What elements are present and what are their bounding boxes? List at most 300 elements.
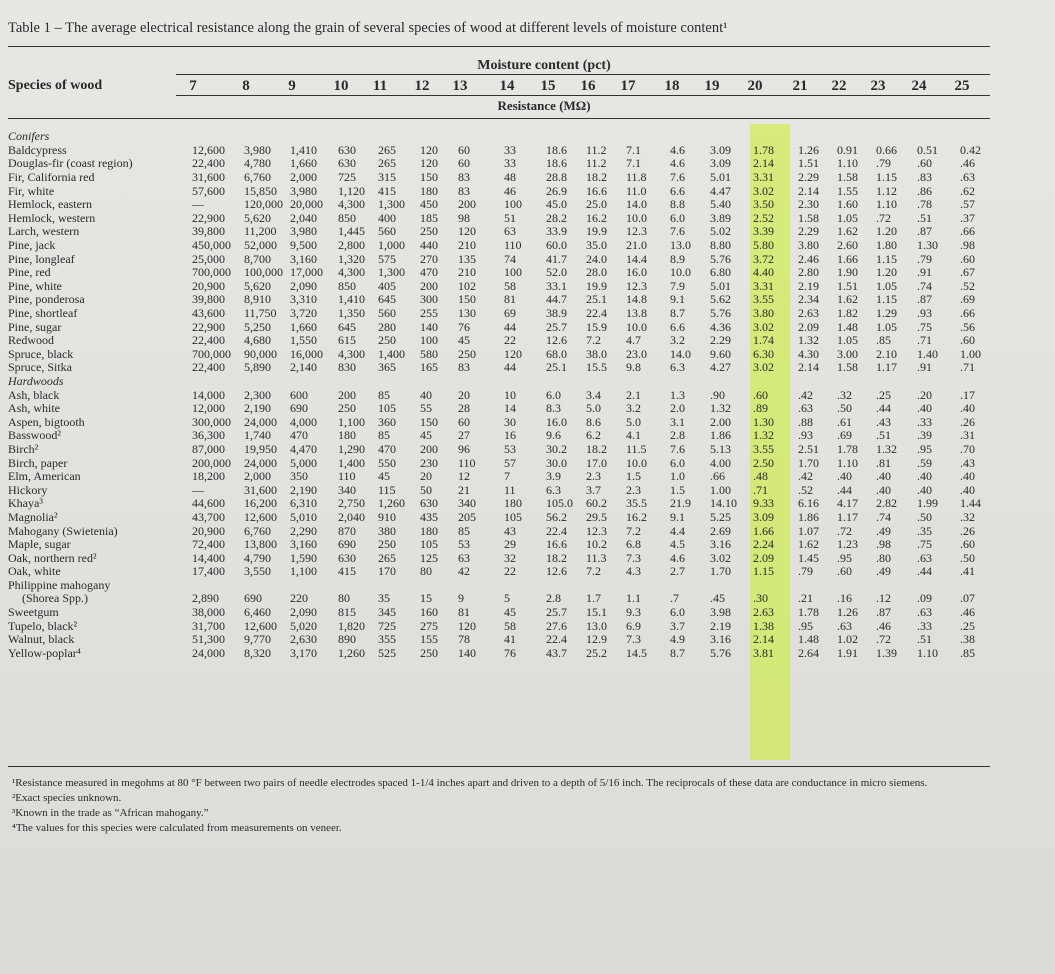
column-header-15: 15 [540,78,556,94]
value-cell: 50 [420,482,432,497]
value-cell: 16.2 [586,210,607,225]
value-cell: 1.80 [876,238,897,253]
value-cell: .12 [876,591,891,606]
table-row [8,565,1000,579]
value-cell: .71 [960,360,975,375]
species-name: Larch, western [8,224,80,239]
species-name: Fir, California red [8,170,95,185]
value-cell: .51 [876,428,891,443]
value-cell: 1.62 [837,224,858,239]
value-cell: 100 [420,333,438,348]
value-cell: .71 [753,482,768,497]
value-cell: 12 [458,469,470,484]
value-cell: 1.30 [753,414,774,429]
value-cell: 8.80 [710,238,731,253]
value-cell: 22,900 [192,210,225,225]
value-cell: 105 [420,537,438,552]
value-cell: 6.6 [670,183,685,198]
value-cell: 7.6 [670,170,685,185]
value-cell: .33 [917,618,932,633]
table-row [8,348,1000,362]
value-cell: 2,000 [290,170,317,185]
value-cell: 5.01 [710,170,731,185]
value-cell: 1.15 [876,292,897,307]
value-cell: 1,410 [290,142,317,157]
species-name: Philippine mahogany [8,577,111,592]
value-cell: 265 [378,156,396,171]
value-cell: .52 [798,482,813,497]
value-cell: 5,010 [290,509,317,524]
footnote-2: ²Exact species unknown. [12,792,122,804]
value-cell [586,579,626,593]
value-cell: 3.39 [753,224,774,239]
species-name: Baldcypress [8,142,67,157]
value-cell: .20 [917,387,932,402]
value-cell: 3,310 [290,292,317,307]
value-cell: 1.10 [837,156,858,171]
value-cell: .63 [917,605,932,620]
table-row [8,388,1000,402]
value-cell: 10.0 [626,319,647,334]
value-cell [546,579,586,593]
value-cell: 39,800 [192,292,225,307]
value-cell [420,579,458,593]
value-cell: 68.0 [546,346,567,361]
value-cell: .32 [837,387,852,402]
value-cell: 1.12 [876,183,897,198]
footnote-1: ¹Resistance measured in megohms at 80 °F between two pairs of needle electrodes spaced 1-1/4 inches apart and driven to a depth of 5/16 inch. The reciprocals of these data are conductance in micro siemens. [12,777,928,789]
value-cell: 2,140 [290,360,317,375]
value-cell: 870 [338,523,356,538]
value-cell: 22,400 [192,360,225,375]
value-cell: 1.66 [837,251,858,266]
value-cell [504,579,546,593]
value-cell: 63 [504,224,516,239]
value-cell: .59 [917,455,932,470]
value-cell: 615 [338,333,356,348]
value-cell: 13.0 [586,618,607,633]
value-cell: 135 [458,251,476,266]
value-cell: 6.9 [626,618,641,633]
value-cell: 32 [504,550,516,565]
value-cell: 45 [420,428,432,443]
table-row [8,280,1000,294]
value-cell: .40 [960,401,975,416]
footnote-4: ⁴The values for this species were calculated from measurements on veneer. [12,822,342,834]
value-cell: .51 [917,632,932,647]
value-cell: .71 [917,333,932,348]
value-cell: 3.81 [753,645,774,660]
value-cell: 33.9 [546,224,567,239]
value-cell: 44.7 [546,292,567,307]
value-cell: 3.55 [753,441,774,456]
value-cell: 39,800 [192,224,225,239]
value-cell: 9,500 [290,238,317,253]
value-cell: .60 [960,251,975,266]
value-cell: 21.9 [670,496,691,511]
value-cell: 4.7 [626,333,641,348]
value-cell: .74 [876,509,891,524]
value-cell: 8,910 [244,292,271,307]
value-cell: 910 [378,509,396,524]
value-cell: 3.00 [837,346,858,361]
value-cell: 7.2 [626,523,641,538]
value-cell: 53 [458,537,470,552]
value-cell: 12.3 [586,523,607,538]
value-cell: .93 [917,306,932,321]
value-cell [798,579,837,593]
value-cell: 16.2 [626,509,647,524]
value-cell: 690 [244,591,262,606]
value-cell: 16.6 [586,183,607,198]
column-header-13: 13 [452,78,468,94]
column-header-24: 24 [911,78,927,94]
column-header-10: 10 [333,78,349,94]
value-cell: 2.63 [753,605,774,620]
value-cell: 645 [338,319,356,334]
column-rule [176,95,990,96]
value-cell: 4,470 [290,441,317,456]
value-cell: .66 [710,469,725,484]
value-cell: 3.31 [753,278,774,293]
value-cell: 48 [504,170,516,185]
value-cell: 3.02 [753,183,774,198]
value-cell: .42 [798,387,813,402]
value-cell: 1.7 [586,591,601,606]
value-cell: 21.0 [626,238,647,253]
value-cell: .25 [876,387,891,402]
value-cell: .26 [960,523,975,538]
value-cell: .52 [960,278,975,293]
value-cell: 1.58 [837,360,858,375]
value-cell: 12,600 [244,618,277,633]
value-cell: 20 [458,387,470,402]
value-cell: 2,800 [338,238,365,253]
value-cell: 1.45 [798,550,819,565]
value-cell [917,579,960,593]
section-name: Conifers [8,129,50,144]
column-header-11: 11 [372,78,388,94]
value-cell: 28.0 [586,265,607,280]
section-row [8,375,1000,389]
value-cell: .46 [960,605,975,620]
value-cell: 25,000 [192,251,225,266]
value-cell: 250 [420,224,438,239]
species-name: Pine, jack [8,238,56,253]
table-row [8,483,1000,497]
value-cell: .49 [876,523,891,538]
value-cell: 12.3 [626,278,647,293]
value-cell: 40 [420,387,432,402]
value-cell: 250 [458,346,476,361]
value-cell: 1.51 [798,156,819,171]
value-cell: 2,040 [290,210,317,225]
value-cell: .69 [837,428,852,443]
value-cell: 275 [420,618,438,633]
value-cell: 355 [378,632,396,647]
value-cell: 45 [458,333,470,348]
value-cell: 6.6 [670,319,685,334]
value-cell: 52.0 [546,265,567,280]
value-cell: 5.76 [710,306,731,321]
value-cell: 8.7 [670,306,685,321]
value-cell: 1,740 [244,428,271,443]
species-name: Pine, white [8,278,62,293]
value-cell: 1.05 [876,319,897,334]
value-cell: 1.40 [917,346,938,361]
value-cell: 2.63 [798,306,819,321]
value-cell: 2,630 [290,632,317,647]
value-cell: .32 [960,509,975,524]
moisture-rule [176,74,990,75]
value-cell: 11.2 [586,156,607,171]
value-cell: 255 [420,306,438,321]
value-cell: .39 [917,428,932,443]
value-cell: .50 [960,550,975,565]
value-cell: 43,600 [192,306,225,321]
value-cell: 2.29 [710,333,731,348]
value-cell: 19.9 [586,278,607,293]
value-cell: 33 [504,142,516,157]
value-cell: .43 [960,455,975,470]
value-cell: 105 [378,401,396,416]
value-cell: 14.8 [626,292,647,307]
value-cell: 110 [338,469,356,484]
value-cell: .44 [876,401,891,416]
value-cell: 2.8 [670,428,685,443]
table-row [8,307,1000,321]
value-cell: 560 [378,306,396,321]
column-header-8: 8 [242,78,250,94]
value-cell: .41 [960,564,975,579]
value-cell: 1.0 [670,469,685,484]
value-cell: 2.0 [670,401,685,416]
value-cell: 645 [378,292,396,307]
value-cell: .44 [837,482,852,497]
value-cell: 3.1 [670,414,685,429]
table-row [8,239,1000,253]
value-cell: 160 [420,605,438,620]
value-cell: 10.2 [586,537,607,552]
value-cell: 3,980 [290,183,317,198]
value-cell: .87 [917,224,932,239]
value-cell: .93 [798,428,813,443]
value-cell: 25.1 [586,292,607,307]
value-cell: 1.66 [753,523,774,538]
value-cell: 60.0 [546,238,567,253]
value-cell: 0.66 [876,142,897,157]
value-cell: 24,000 [244,455,277,470]
value-cell: 1.78 [837,441,858,456]
value-cell: 440 [420,238,438,253]
value-cell: 250 [420,645,438,660]
value-cell: 38.0 [586,346,607,361]
value-cell: 14.10 [710,496,737,511]
value-cell: .79 [798,564,813,579]
value-cell: 7.6 [670,224,685,239]
value-cell: 2.7 [670,564,685,579]
value-cell: .21 [798,591,813,606]
value-cell: 1.74 [753,333,774,348]
value-cell: 210 [458,265,476,280]
value-cell: 16.0 [546,414,567,429]
value-cell: 1.07 [798,523,819,538]
value-cell: 2.51 [798,441,819,456]
value-cell: 4.9 [670,632,685,647]
value-cell: 180 [420,523,438,538]
value-cell: 200 [338,387,356,402]
value-cell: .72 [876,210,891,225]
species-name: Pine, sugar [8,319,62,334]
value-cell: 22,400 [192,156,225,171]
value-cell: 13.8 [626,306,647,321]
section-row [8,130,1000,144]
value-cell: 1.05 [837,210,858,225]
column-header-18: 18 [664,78,680,94]
value-cell: 5.0 [586,401,601,416]
value-cell: .09 [917,591,932,606]
value-cell: .63 [798,401,813,416]
value-cell: 1.58 [837,170,858,185]
value-cell: 1.48 [837,319,858,334]
table-row [8,252,1000,266]
value-cell: 1,100 [338,414,365,429]
value-cell: 14,400 [192,550,225,565]
value-cell: 20,000 [290,197,323,212]
value-cell: 205 [458,509,476,524]
value-cell: 3.09 [710,142,731,157]
value-cell: 6.8 [626,537,641,552]
value-cell: 360 [378,414,396,429]
value-cell: 38.9 [546,306,567,321]
value-cell: 345 [378,605,396,620]
value-cell: 1.32 [876,441,897,456]
value-cell: 24,000 [244,414,277,429]
value-cell: 1,260 [338,645,365,660]
footnotes [12,776,1002,836]
value-cell: 1.20 [876,224,897,239]
value-cell: 4.6 [670,550,685,565]
value-cell: 1.60 [837,197,858,212]
value-cell: 1,590 [290,550,317,565]
value-cell: 2.34 [798,292,819,307]
value-cell: 17.0 [586,455,607,470]
value-cell: 60 [458,414,470,429]
value-cell [837,579,876,593]
value-cell: .67 [960,265,975,280]
value-cell: 9.1 [670,509,685,524]
value-cell: 2,300 [244,387,271,402]
value-cell: 5.76 [710,251,731,266]
value-cell: .60 [960,333,975,348]
value-cell: .60 [753,387,768,402]
value-cell: 5.62 [710,292,731,307]
species-name: Ash, white [8,401,60,416]
value-cell: 23.0 [626,346,647,361]
species-name: Elm, American [8,469,81,484]
table-row [8,606,1000,620]
value-cell: 16,200 [244,496,277,511]
value-cell: .40 [837,469,852,484]
value-cell: 4.4 [670,523,685,538]
value-cell: 8,700 [244,251,271,266]
value-cell: 3.7 [586,482,601,497]
species-name: Tupelo, black² [8,618,78,633]
value-cell: 1.51 [837,278,858,293]
value-cell: 415 [338,564,356,579]
value-cell: 20 [420,469,432,484]
value-cell: 340 [458,496,476,511]
value-cell: 1,300 [378,265,405,280]
value-cell: 270 [420,251,438,266]
value-cell: 4,780 [244,156,271,171]
value-cell: 85 [458,523,470,538]
table-row [8,592,1000,606]
value-cell: 1.86 [710,428,731,443]
species-name: Magnolia² [8,509,58,524]
value-cell: 3,160 [290,537,317,552]
value-cell: 16,000 [290,346,323,361]
value-cell: 81 [458,605,470,620]
value-cell: 2.8 [546,591,561,606]
value-cell [244,579,290,593]
value-cell: 2.80 [798,265,819,280]
value-cell: 690 [290,401,308,416]
value-cell: 12.6 [546,564,567,579]
value-cell: 150 [420,170,438,185]
table-row [8,647,1000,661]
value-cell: 315 [378,170,396,185]
value-cell: 1,350 [338,306,365,321]
value-cell: 725 [378,618,396,633]
value-cell: 4,790 [244,550,271,565]
value-cell: 1.17 [837,509,858,524]
table-row [8,225,1000,239]
value-cell [960,579,1000,593]
value-cell: 7.2 [586,564,601,579]
value-cell: .61 [837,414,852,429]
value-cell: 2.30 [798,197,819,212]
value-cell: 60 [458,142,470,157]
value-cell: 4.00 [710,455,731,470]
value-cell: 18.6 [546,142,567,157]
value-cell: 1,290 [338,441,365,456]
value-cell: 250 [378,537,396,552]
value-cell: 4,000 [290,414,317,429]
value-cell: .51 [917,210,932,225]
species-name: Khaya³ [8,496,43,511]
value-cell: 55 [420,401,432,416]
value-cell: 1.00 [960,346,981,361]
value-cell: 4.5 [670,537,685,552]
column-header-20: 20 [747,78,763,94]
column-header-25: 25 [954,78,970,94]
value-cell: 3,980 [290,224,317,239]
value-cell: 17,000 [290,265,323,280]
value-cell: 6.0 [670,210,685,225]
value-cell: 890 [338,632,356,647]
value-cell: 2.09 [753,550,774,565]
value-cell: 13,800 [244,537,277,552]
value-cell: 16.0 [626,265,647,280]
value-cell: 2.1 [626,387,641,402]
value-cell: 2,890 [192,591,219,606]
column-header-17: 17 [620,78,636,94]
value-cell: 24.0 [586,251,607,266]
moisture-header: Moisture content (pct) [477,58,611,73]
value-cell: .62 [960,183,975,198]
value-cell: 42 [458,564,470,579]
